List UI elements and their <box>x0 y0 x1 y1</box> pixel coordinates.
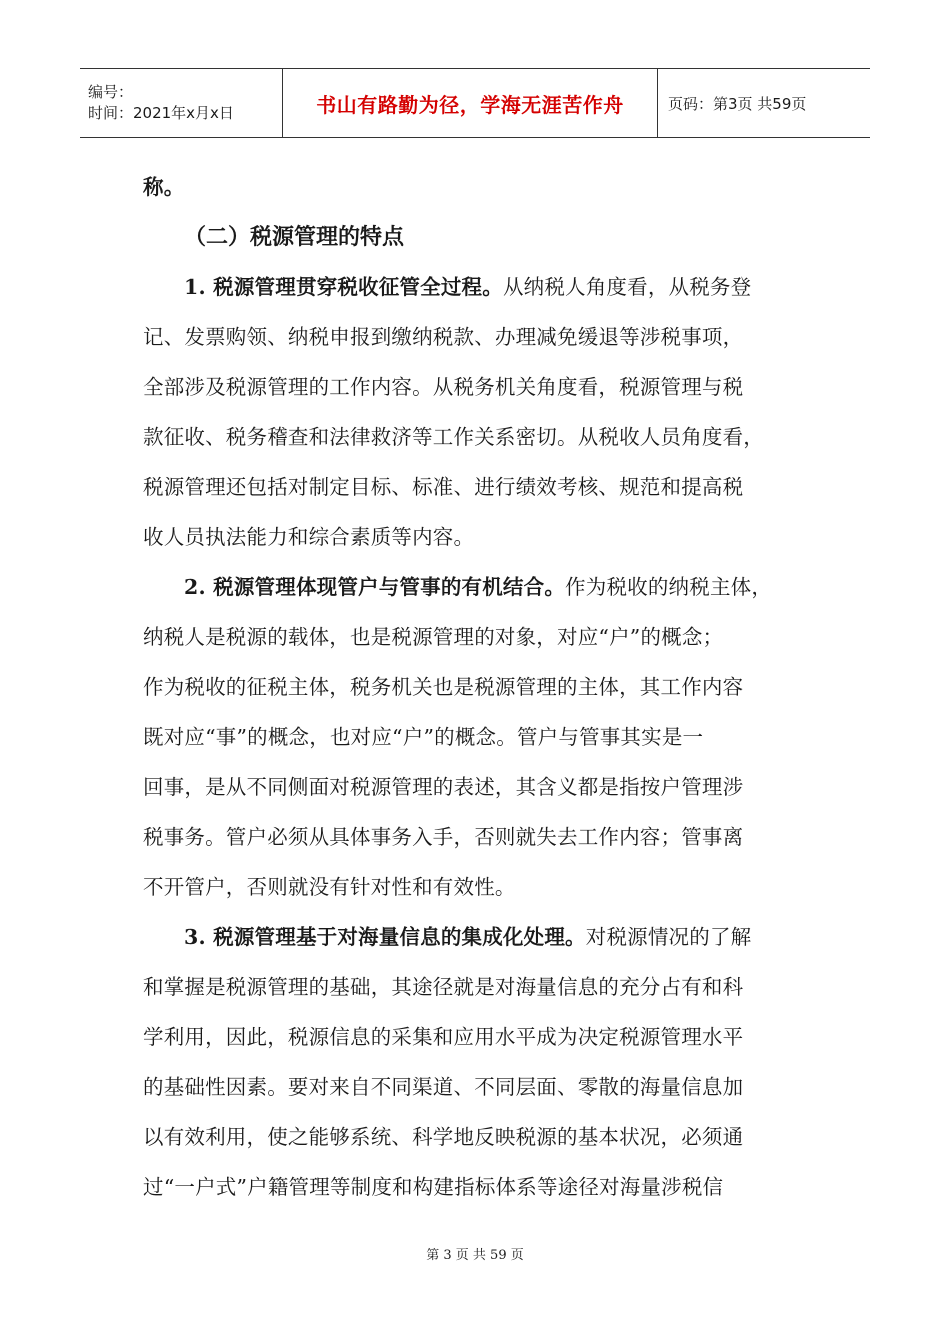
paragraph-3-line-1 <box>143 912 815 962</box>
header-motto-cell <box>283 69 658 137</box>
document-body <box>143 162 815 1212</box>
paragraph-1-line-1 <box>143 262 815 312</box>
paragraph-2-line-2: 纳税人是税源的载体，也是税源管理的对象，对应“户”的概念； <box>143 625 724 649</box>
header-page-cell <box>658 69 870 137</box>
page-footer: 第 3 页 共 59 页 <box>426 1248 524 1263</box>
header-page-label: 页码：第3页 共59页 <box>668 94 807 113</box>
paragraph-3-line-5: 以有效利用，使之能够系统、科学地反映税源的基本状况，必须通 <box>143 1125 744 1149</box>
section-title: （二）税源管理的特点 <box>184 224 405 250</box>
paragraph-1-line-4: 款征收、税务稽查和法律救济等工作关系密切。从税收人员角度看， <box>143 425 764 449</box>
header-motto: 书山有路勤为径，学海无涯苦作舟 <box>316 92 624 117</box>
paragraph-3-text: 对税源情况的了解 <box>585 925 752 949</box>
paragraph-1-text: 从纳税人角度看，从税务登 <box>502 275 752 299</box>
paragraph-2-line-7: 不开管户，否则就没有针对性和有效性。 <box>143 875 516 899</box>
paragraph-3-heading: 3. 税源管理基于对海量信息的集成化处理。 <box>184 925 586 949</box>
serial-label: 编号： <box>88 83 134 101</box>
header-meta <box>80 69 283 137</box>
paragraph-1-line-3: 全部涉及税源管理的工作内容。从税务机关角度看，税源管理与税 <box>143 375 744 399</box>
paragraph-3-line-3: 学利用，因此，税源信息的采集和应用水平成为决定税源管理水平 <box>143 1025 744 1049</box>
paragraph-2-line-6: 税事务。管户必须从具体事务入手，否则就失去工作内容；管事离 <box>143 825 744 849</box>
paragraph-3-line-2: 和掌握是税源管理的基础，其途径就是对海量信息的充分占有和科 <box>143 975 744 999</box>
page-header <box>80 68 870 138</box>
paragraph-3-line-4: 的基础性因素。要对来自不同渠道、不同层面、零散的海量信息加 <box>143 1075 744 1099</box>
paragraph-1-heading: 1. 税源管理贯穿税收征管全过程。 <box>184 275 503 299</box>
paragraph-2-text: 作为税收的纳税主体， <box>565 575 773 599</box>
paragraph-2-line-1 <box>143 562 815 612</box>
paragraph-1-line-6: 收人员执法能力和综合素质等内容。 <box>143 525 475 549</box>
paragraph-1-line-2: 记、发票购领、纳税申报到缴纳税款、办理减免缓退等涉税事项， <box>143 325 744 349</box>
paragraph-2-heading: 2. 税源管理体现管户与管事的有机结合。 <box>184 575 566 599</box>
paragraph-2-line-5: 回事，是从不同侧面对税源管理的表述，其含义都是指按户管理涉 <box>143 775 744 799</box>
paragraph-2-line-3: 作为税收的征税主体，税务机关也是税源管理的主体，其工作内容 <box>143 675 744 699</box>
paragraph-2-line-4: 既对应“事”的概念，也对应“户”的概念。管户与管事其实是一 <box>143 725 704 749</box>
continued-line: 称。 <box>143 175 185 199</box>
time-label: 时间：2021年x月x日 <box>88 104 234 122</box>
paragraph-1-line-5: 税源管理还包括对制定目标、标准、进行绩效考核、规范和提高税 <box>143 475 744 499</box>
paragraph-3-line-6: 过“一户式”户籍管理等制度和构建指标体系等途径对海量涉税信 <box>143 1175 724 1199</box>
